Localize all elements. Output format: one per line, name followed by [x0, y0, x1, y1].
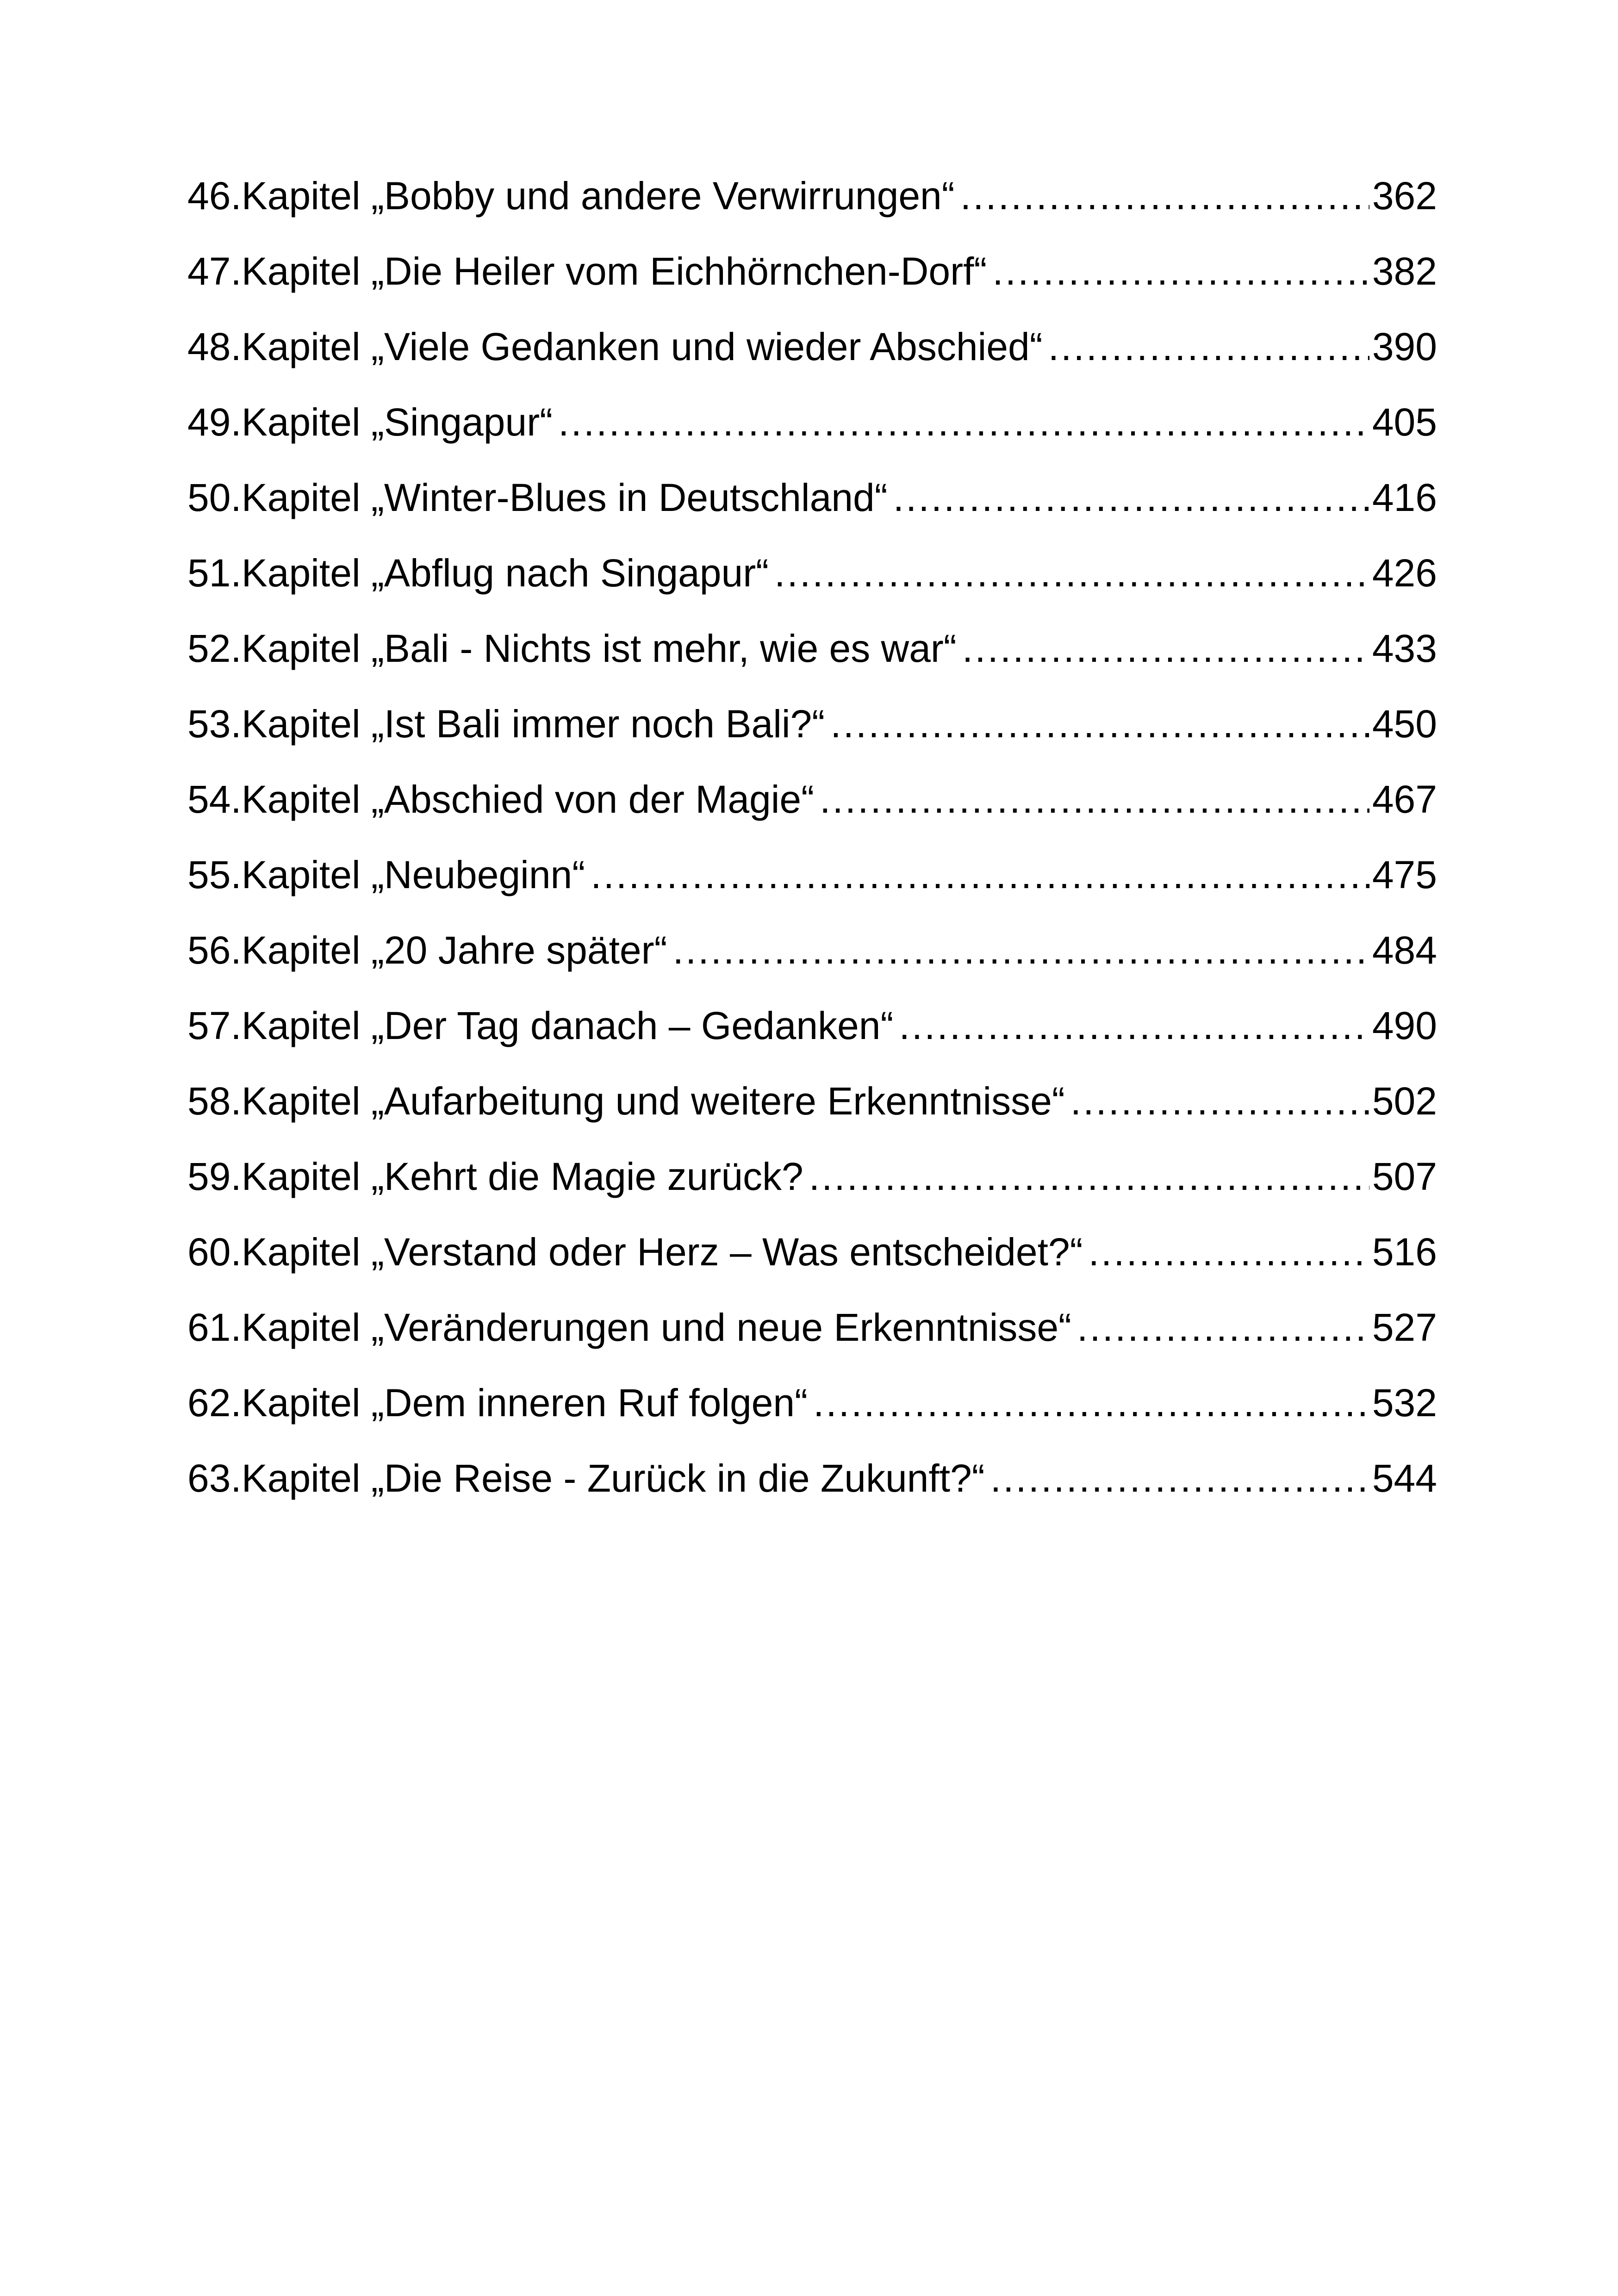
dot-leader [1089, 1230, 1369, 1275]
toc-entry[interactable] [187, 626, 1437, 702]
chapter-title: Kapitel „Der Tag danach – Gedanken“ [241, 1004, 894, 1047]
chapter-title: Kapitel „Die Heiler vom Eichhörnchen-Dorf“ [241, 249, 987, 293]
chapter-number: 55. [187, 853, 242, 896]
toc-entry[interactable] [187, 1381, 1437, 1456]
page-number: 382 [1372, 249, 1437, 293]
page-number: 467 [1372, 778, 1437, 821]
chapter-title: Kapitel „Neubeginn“ [241, 853, 585, 896]
dot-leader [960, 174, 1369, 218]
toc-entry[interactable] [187, 1305, 1437, 1381]
chapter-title: Kapitel „Viele Gedanken und wieder Abschied“ [241, 325, 1043, 368]
dot-leader [591, 852, 1369, 897]
chapter-title: Kapitel „Winter-Blues in Deutschland“ [241, 476, 888, 519]
dot-leader [774, 551, 1369, 596]
dot-leader [558, 400, 1369, 445]
chapter-title: Kapitel „Aufarbeitung und weitere Erkenntnisse“ [241, 1079, 1065, 1123]
page-number: 484 [1372, 928, 1437, 972]
page-number: 390 [1372, 325, 1437, 368]
dot-leader [992, 249, 1369, 294]
toc-entry[interactable] [187, 852, 1437, 928]
chapter-number: 59. [187, 1155, 242, 1198]
chapter-number: 57. [187, 1004, 242, 1047]
chapter-title: Kapitel „Die Reise - Zurück in die Zukunft?“ [241, 1456, 985, 1500]
page-number: 502 [1372, 1079, 1437, 1123]
toc-entry[interactable] [187, 249, 1437, 324]
dot-leader [820, 777, 1369, 822]
page-number: 490 [1372, 1004, 1437, 1047]
toc-entry[interactable] [187, 400, 1437, 475]
chapter-number: 63. [187, 1456, 242, 1500]
chapter-number: 53. [187, 702, 242, 746]
chapter-title: Kapitel „Abschied von der Magie“ [241, 778, 815, 821]
chapter-number: 52. [187, 627, 242, 670]
page-number: 475 [1372, 853, 1437, 896]
dot-leader [830, 702, 1369, 747]
chapter-number: 50. [187, 476, 242, 519]
chapter-title: Kapitel „Ist Bali immer noch Bali?“ [241, 702, 825, 746]
page-number: 516 [1372, 1230, 1437, 1274]
chapter-title: Kapitel „Singapur“ [241, 400, 553, 444]
dot-leader [962, 626, 1369, 671]
page-number: 507 [1372, 1155, 1437, 1198]
chapter-number: 62. [187, 1381, 242, 1425]
page-number: 532 [1372, 1381, 1437, 1425]
toc-entry[interactable] [187, 702, 1437, 777]
chapter-number: 61. [187, 1306, 242, 1349]
chapter-number: 51. [187, 551, 242, 595]
chapter-number: 54. [187, 778, 242, 821]
table-of-contents [187, 174, 1437, 1531]
chapter-title: Kapitel „Bobby und andere Verwirrungen“ [241, 174, 955, 218]
chapter-title: Kapitel „Abflug nach Singapur“ [241, 551, 769, 595]
toc-entry[interactable] [187, 551, 1437, 626]
toc-entry[interactable] [187, 1079, 1437, 1154]
toc-entry[interactable] [187, 475, 1437, 551]
chapter-number: 49. [187, 400, 242, 444]
dot-leader [813, 1381, 1369, 1425]
toc-entry[interactable] [187, 174, 1437, 249]
chapter-title: Kapitel „Dem inneren Ruf folgen“ [241, 1381, 808, 1425]
dot-leader [990, 1456, 1369, 1501]
chapter-number: 56. [187, 928, 242, 972]
chapter-title: Kapitel „Veränderungen und neue Erkenntnisse“ [241, 1306, 1072, 1349]
toc-entry[interactable] [187, 1003, 1437, 1079]
toc-entry[interactable] [187, 777, 1437, 852]
page-number: 405 [1372, 400, 1437, 444]
chapter-title: Kapitel „Verstand oder Herz – Was entscheidet?“ [241, 1230, 1083, 1274]
page-number: 433 [1372, 627, 1437, 670]
chapter-number: 47. [187, 249, 242, 293]
page-number: 450 [1372, 702, 1437, 746]
chapter-title: Kapitel „Kehrt die Magie zurück? [241, 1155, 803, 1198]
page-number: 544 [1372, 1456, 1437, 1500]
toc-entry[interactable] [187, 324, 1437, 400]
toc-entry[interactable] [187, 1230, 1437, 1305]
chapter-number: 60. [187, 1230, 242, 1274]
chapter-number: 46. [187, 174, 242, 218]
chapter-title: Kapitel „Bali - Nichts ist mehr, wie es war“ [241, 627, 957, 670]
chapter-title: Kapitel „20 Jahre später“ [241, 928, 667, 972]
page-number: 362 [1372, 174, 1437, 218]
page-number: 426 [1372, 551, 1437, 595]
dot-leader [899, 1003, 1369, 1048]
dot-leader [809, 1154, 1369, 1199]
dot-leader [1077, 1305, 1369, 1350]
dot-leader [893, 475, 1369, 520]
chapter-number: 58. [187, 1079, 242, 1123]
toc-entry[interactable] [187, 928, 1437, 1003]
page-number: 416 [1372, 476, 1437, 519]
toc-entry[interactable] [187, 1456, 1437, 1531]
dot-leader [673, 928, 1369, 973]
chapter-number: 48. [187, 325, 242, 368]
dot-leader [1070, 1079, 1369, 1124]
dot-leader [1048, 324, 1369, 369]
page-number: 527 [1372, 1306, 1437, 1349]
toc-entry[interactable] [187, 1154, 1437, 1230]
